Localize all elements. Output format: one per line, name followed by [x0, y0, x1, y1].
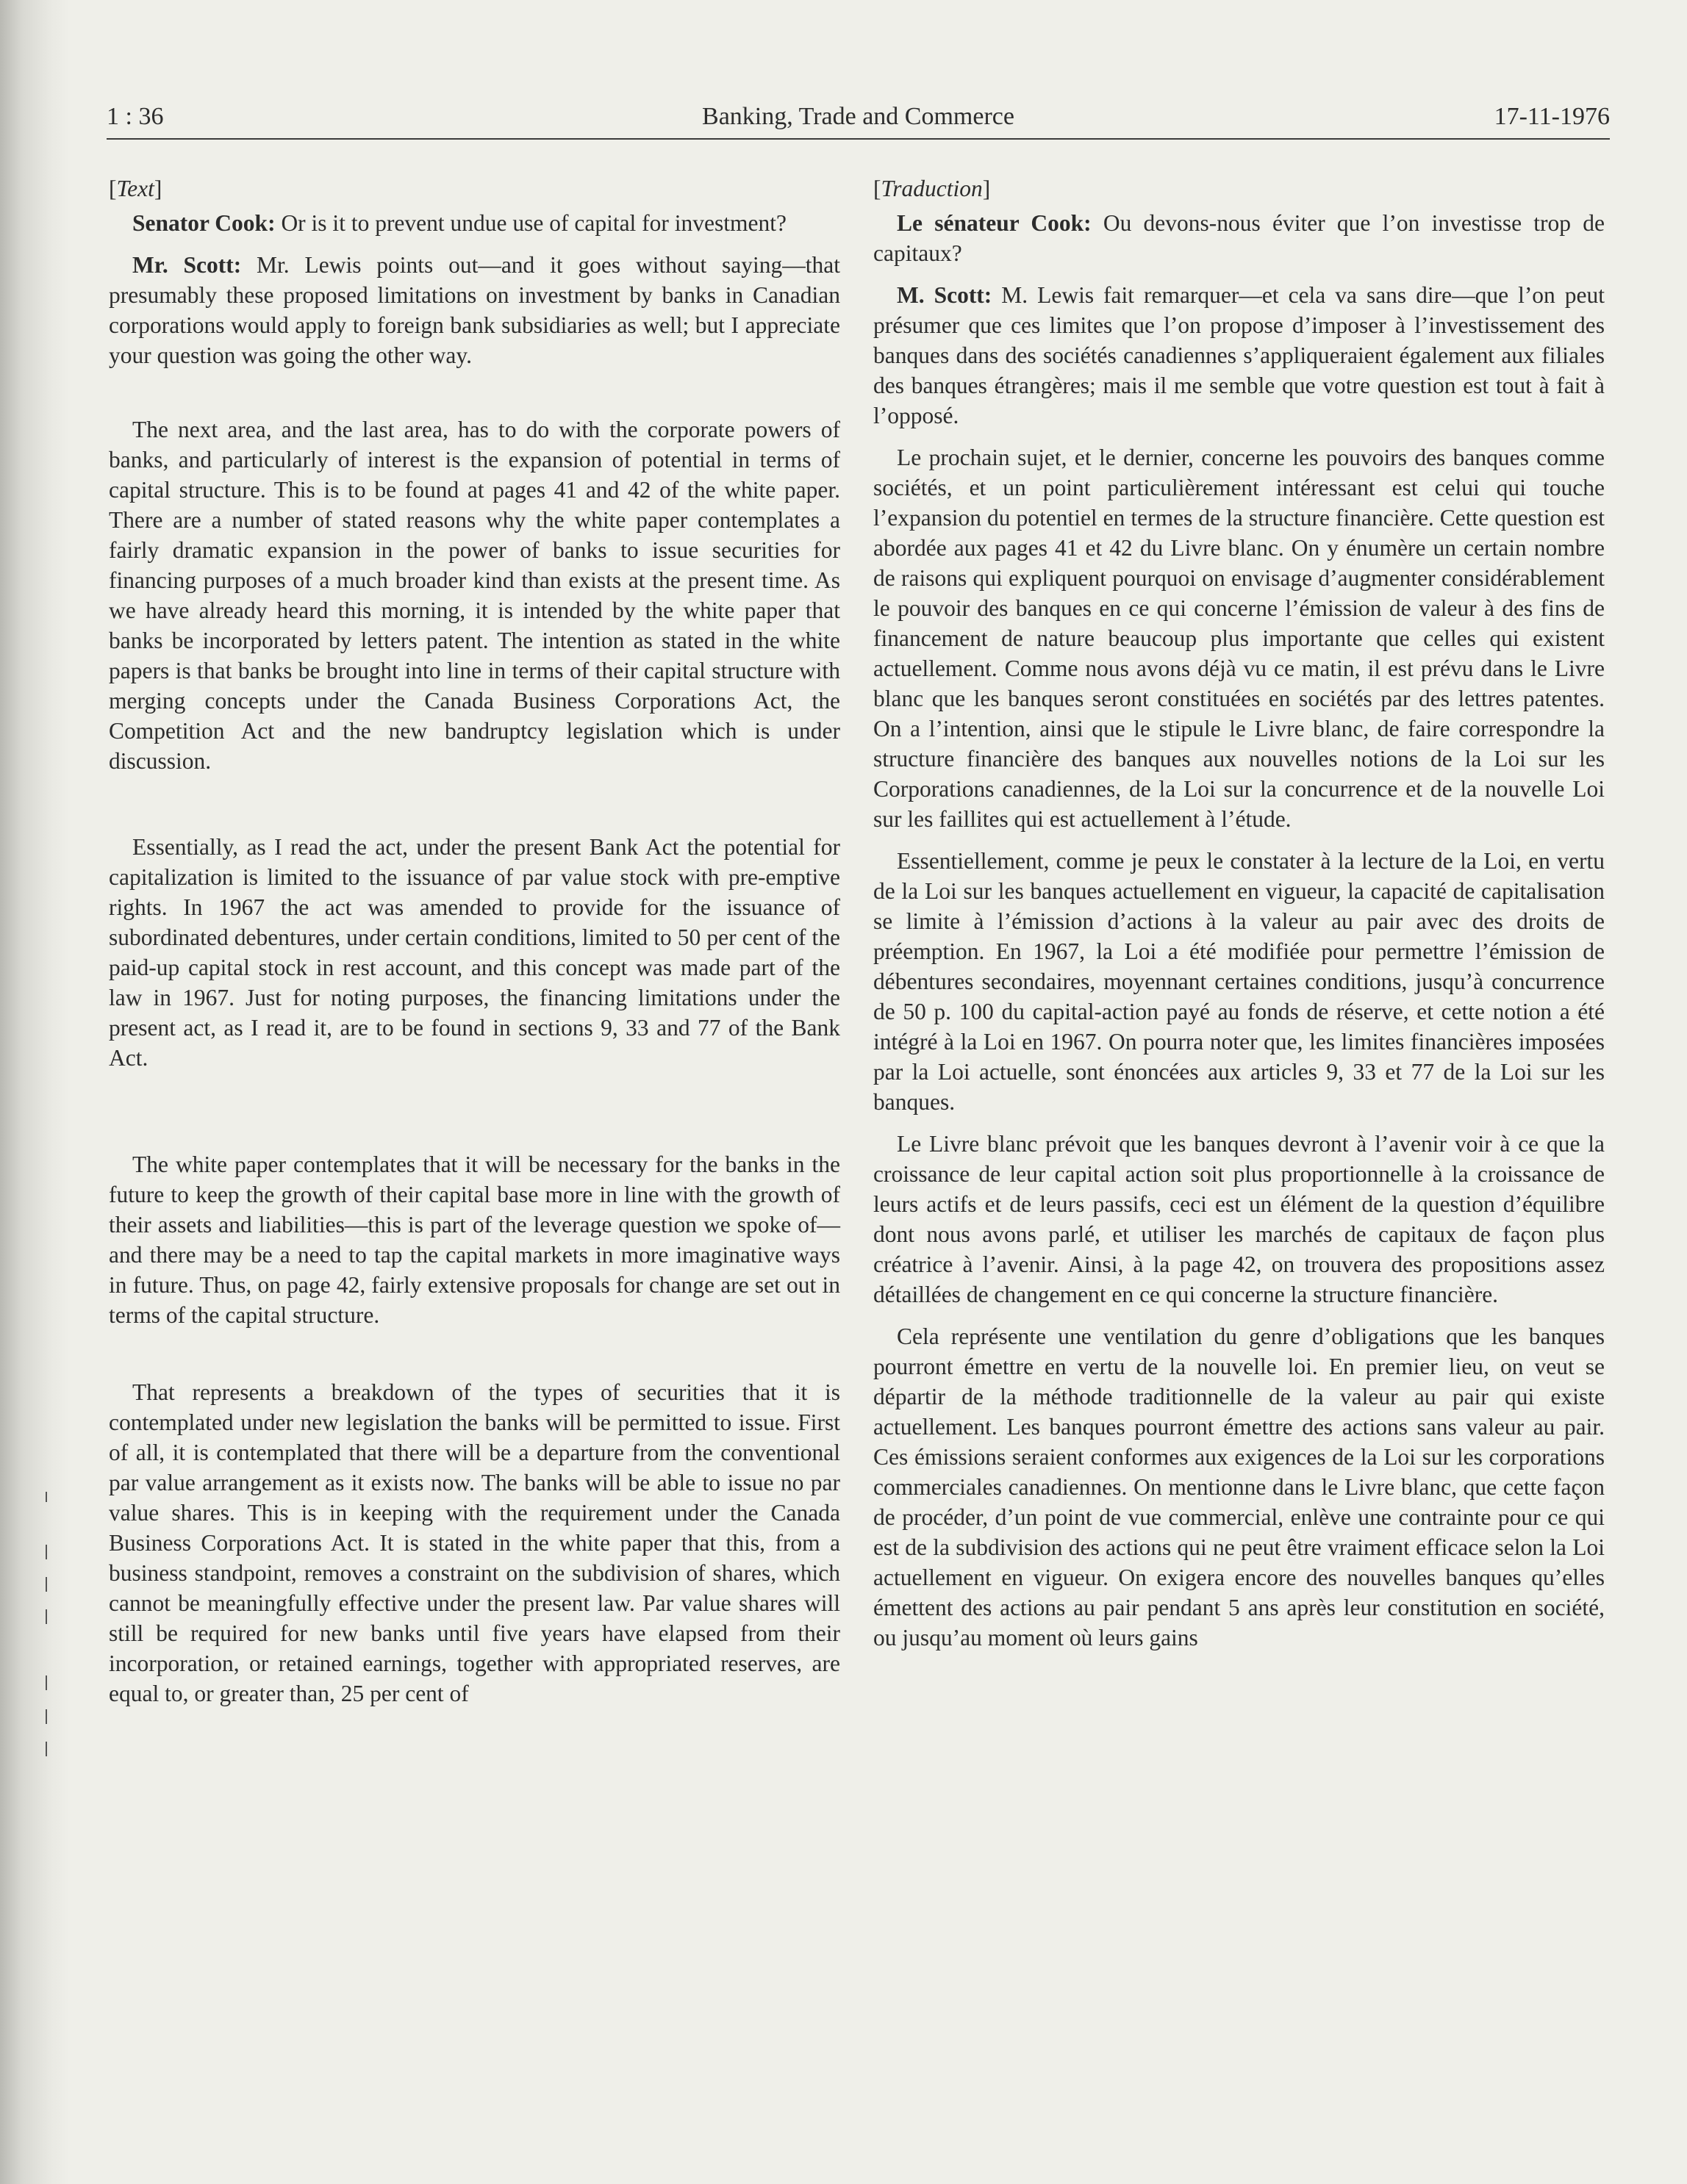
- header-date: 17-11-1976: [1494, 103, 1610, 130]
- paragraph: [109, 208, 840, 238]
- page-header: [107, 103, 1610, 140]
- speaker-name: M. Scott:: [897, 282, 992, 308]
- paragraph: [873, 208, 1605, 268]
- paragraph: Essentiellement, comme je peux le constater à la lecture de la Loi, en vertu de la Loi sur les banques actuellement en vigueur, la capacité de capitalisation se limite à l’émission d’actions à la valeur au pair avec des droits de préemption. En 1967, la Loi a été modifiée pour permettre l’émission de débentures secondaires, moyennant certaines conditions, jusqu’à concurrence de 50 p. 100 du capital-action payé au fonds de réserve, et cette notion a été intégré à la Loi en 1967. On pourra noter que, les limites financières imposées par la Loi actuelle, sont énoncées aux articles 9, 33 et 77 de la Loi sur les banques.: [873, 848, 1605, 1115]
- speaker-name: Mr. Scott:: [132, 252, 242, 278]
- paragraph: Essentially, as I read the act, under the present Bank Act the potential for capitalization is limited to the issuance of par value stock with pre-emptive rights. In 1967 the act was amended to provide for the issuance of subordinated debentures, under certain conditions, limited to 50 per cent of the paid-up capital stock in rest account, and this concept was made part of the law in 1967. Just for noting purposes, the financing limitations under the present act, as I read it, are to be found in sections 9, 33 and 77 of the Bank Act.: [109, 834, 840, 1071]
- speaker-name: Senator Cook:: [132, 210, 276, 236]
- section-tag: [Traduction]: [873, 176, 991, 201]
- section-tag: [Text]: [109, 176, 162, 201]
- paragraph: Le prochain sujet, et le dernier, concerne les pouvoirs des banques comme sociétés, et un point particulièrement intéressant est celui qui touche l’expansion du potentiel en termes de la structure financière. Cette question est abordée aux pages 41 et 42 du Livre blanc. On y énumère un certain nombre de raisons qui expliquent pourquoi on envisage d’augmenter considérablement le pouvoir des banques en ce qui concerne l’émission de valeur à des fins de financement de nature beaucoup plus importante que celles qui existent actuellement. Comme nous avons déjà vu ce matin, il est prévu dans le Livre blanc que les banques seront constituées en sociétés par des lettres patentes. On a l’intention, ainsi que le stipule le Livre blanc, de faire correspondre la structure financière des banques aux nouvelles notions de la Loi sur les Corporations canadiennes, de la Loi sur la concurrence et de la nouvelle Loi sur les faillites qui est actuellement à l’étude.: [873, 445, 1605, 832]
- paragraph: [873, 280, 1605, 431]
- paragraph-text: Or is it to prevent undue use of capital for investment?: [275, 210, 787, 236]
- paragraph-text: M. Lewis fait remarquer—et cela va sans dire—que l’on peut présumer que ces limites que l’on propose d’imposer à l’investissement des banques dans des sociétés canadiennes s’appliqueraient également aux filiales des banques étrangères; mais il me semble que votre question est tout à fait à l’opposé.: [873, 282, 1605, 428]
- section-tag-text: Text: [116, 176, 154, 201]
- running-title: Banking, Trade and Commerce: [702, 103, 1014, 130]
- paragraph: [109, 250, 840, 370]
- english-column: [109, 173, 840, 1709]
- french-column: [873, 173, 1605, 1653]
- paragraph: Cela représente une ventilation du genre d’obligations que les banques pourront émettre en vertu de la nouvelle loi. En premier lieu, on veut se départir de la méthode traditionnelle de la valeur au pair qui existe actuellement. Les banques pourront émettre des actions sans valeur au pair. Ces émissions seraient conformes aux exigences de la Loi sur les corporations commerciales canadiennes. On mentionne dans le Livre blanc, que cette façon de procéder, d’un point de vue commercial, enlève une contrainte pour ce qui est de la subdivision des actions qui ne peut être vraiment efficace selon la Loi actuellement en vigueur. On exigera encore des nouvelles banques qu’elles émettent des actions au pair pendant 5 ans après leur constitution en société, ou jusqu’au moment où leurs gains: [873, 1323, 1605, 1650]
- speaker-name: Le sénateur Cook:: [897, 210, 1092, 236]
- paragraph: That represents a breakdown of the types of securities that it is contemplated under new legislation the banks will be permitted to issue. First of all, it is contemplated that there will be a departure from the conventional par value arrangement as it exists now. The banks will be able to issue no par value shares. This is in keeping with the requirement under the Canada Business Corporations Act. It is stated in the white paper that this, from a business standpoint, removes a constraint on the subdivision of shares, which cannot be meaningfully effective under the present law. Par value shares will still be required for new banks until five years have elapsed from their incorporation, or retained earnings, together with appropriated reserves, are equal to, or greater than, 25 per cent of: [109, 1379, 840, 1706]
- paragraph: The next area, and the last area, has to do with the corporate powers of banks, and particularly of interest is the expansion of potential in terms of capital structure. This is to be found at pages 41 and 42 of the white paper. There are a number of stated reasons why the white paper contemplates a fairly dramatic expansion in the power of banks to issue securities for financing purposes of a much broader kind than exists at the present time. As we have already heard this morning, it is intended by the white paper that banks be incorporated by letters patent. The intention as stated in the white papers is that banks be brought into line in terms of their capital structure with merging concepts under the Canada Business Corporations Act, the Competition Act and the new bandruptcy legislation which is under discussion.: [109, 417, 840, 774]
- paragraph-text: Ou devons-nous éviter que l’on investisse trop de capitaux?: [873, 210, 1605, 266]
- section-tag-text: Traduction: [881, 176, 983, 201]
- page-number: 1 : 36: [107, 103, 164, 130]
- paragraph: Le Livre blanc prévoit que les banques devront à l’avenir voir à ce que la croissance de leur capital action soit plus proportionnelle à la croissance de leurs actifs et de leurs passifs, ceci est un élément de la question d’équilibre dont nous avons parlé, et utiliser les marchés de capitaux de façon plus créatrice à l’avenir. Ainsi, à la page 42, on trouvera des propositions assez détaillées de changement en ce qui concerne la structure financière.: [873, 1131, 1605, 1307]
- page-binding-shadow: [0, 0, 70, 2184]
- header-rule: [107, 138, 1610, 140]
- paragraph: The white paper contemplates that it will be necessary for the banks in the future to keep the growth of their capital base more in line with the growth of their assets and liabilities—this is part of the leverage question we spoke of—and there may be a need to tap the capital markets in more imaginative ways in future. Thus, on page 42, fairly extensive proposals for change are set out in terms of the capital structure.: [109, 1152, 840, 1328]
- paragraph-text: Mr. Lewis points out—and it goes without saying—that presumably these proposed limitations on investment by banks in Canadian corporations would apply to foreign bank subsidiaries as well; but I appreciate your question was going the other way.: [109, 252, 840, 368]
